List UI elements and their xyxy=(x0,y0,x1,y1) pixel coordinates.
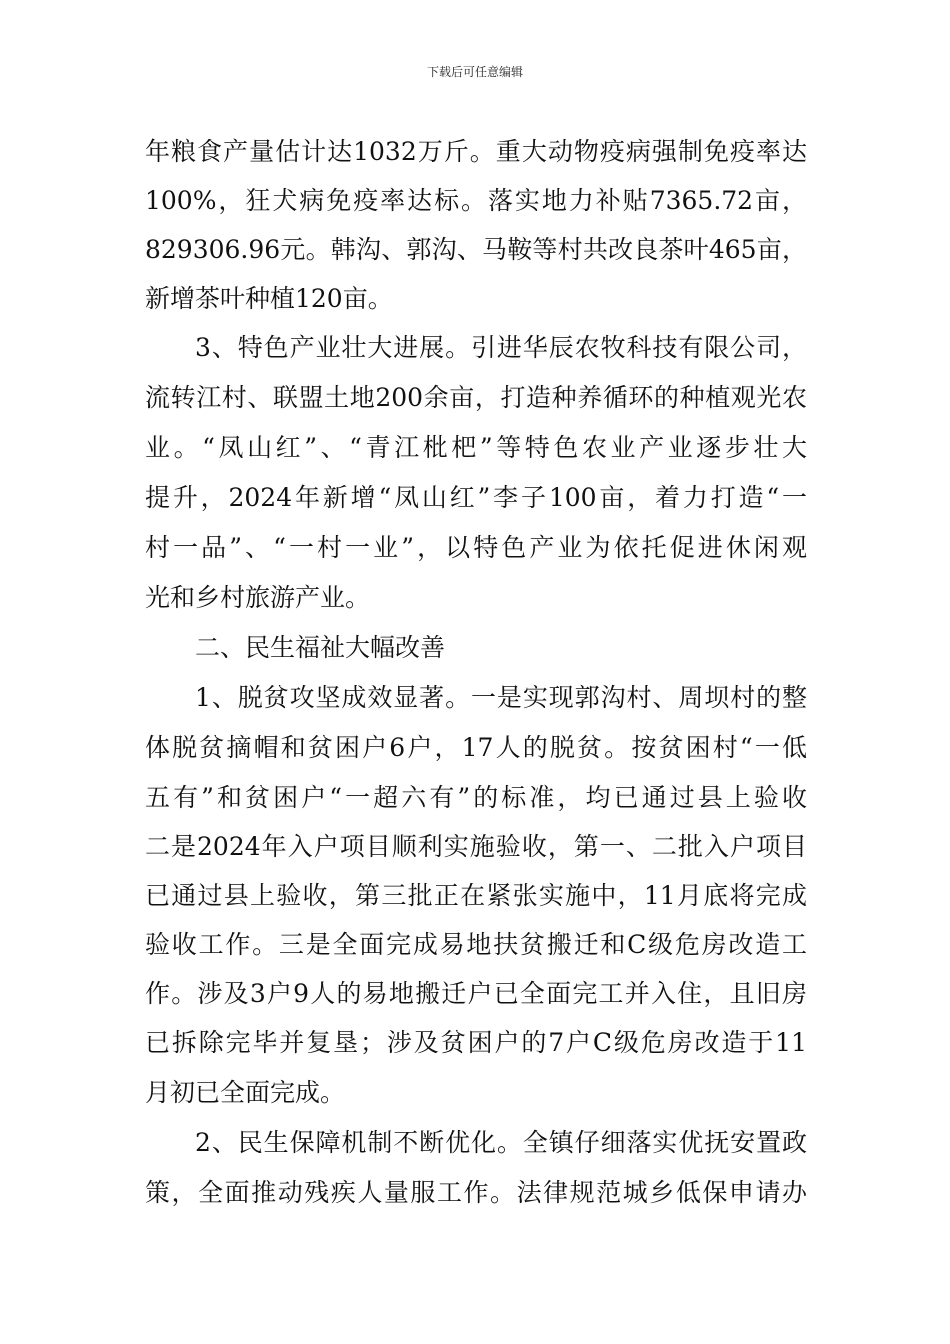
text-line: 二是2024年入户项目顺利实施验收，第一、二批入户项目 xyxy=(145,832,807,861)
text-line: 业。“凤山红”、“青江枇杷”等特色农业产业逐步壮大 xyxy=(145,433,807,462)
text-line: 光和乡村旅游产业。 xyxy=(145,583,371,612)
text-line: 已拆除完毕并复垦；涉及贫困户的7户C级危房改造于11 xyxy=(145,1028,807,1057)
text-line: 策，全面推动残疾人量服工作。法律规范城乡低保申请办 xyxy=(145,1178,807,1207)
text-line: 月初已全面完成。 xyxy=(145,1078,346,1107)
text-line: 3、特色产业壮大进展。引进华辰农牧科技有限公司， xyxy=(195,333,807,362)
text-line: 100%，狂犬病免疫率达标。落实地力补贴7365.72亩， xyxy=(145,186,807,215)
text-line: 提升，2024年新增“凤山红”李子100亩，着力打造“一 xyxy=(145,483,807,512)
text-line: 流转江村、联盟土地200余亩，打造种养循环的种植观光农 xyxy=(145,383,807,412)
text-line: 已通过县上验收，第三批正在紧张实施中，11月底将完成 xyxy=(145,881,807,910)
text-line: 验收工作。三是全面完成易地扶贫搬迁和C级危房改造工 xyxy=(145,930,807,959)
text-line: 村一品”、“一村一业”，以特色产业为依托促进休闲观 xyxy=(145,533,807,562)
text-line: 新增茶叶种植120亩。 xyxy=(145,284,393,313)
text-line: 2、民生保障机制不断优化。全镇仔细落实优抚安置政 xyxy=(195,1128,807,1157)
section-heading: 二、民生福祉大幅改善 xyxy=(195,633,446,662)
text-line: 年粮食产量估计达1032万斤。重大动物疫病强制免疫率达 xyxy=(145,137,807,166)
text-line: 829306.96元。韩沟、郭沟、马鞍等村共改良茶叶465亩， xyxy=(145,235,807,264)
text-line: 五有”和贫困户“一超六有”的标准，均已通过县上验收 xyxy=(145,783,807,812)
text-line: 作。涉及3户9人的易地搬迁户已全面完工并入住，且旧房 xyxy=(145,979,807,1008)
text-line: 1、脱贫攻坚成效显著。一是实现郭沟村、周坝村的整 xyxy=(195,683,807,712)
page-header-note: 下载后可任意编辑 xyxy=(426,65,523,79)
text-line: 体脱贫摘帽和贫困户6户，17人的脱贫。按贫困村“一低 xyxy=(145,733,807,762)
